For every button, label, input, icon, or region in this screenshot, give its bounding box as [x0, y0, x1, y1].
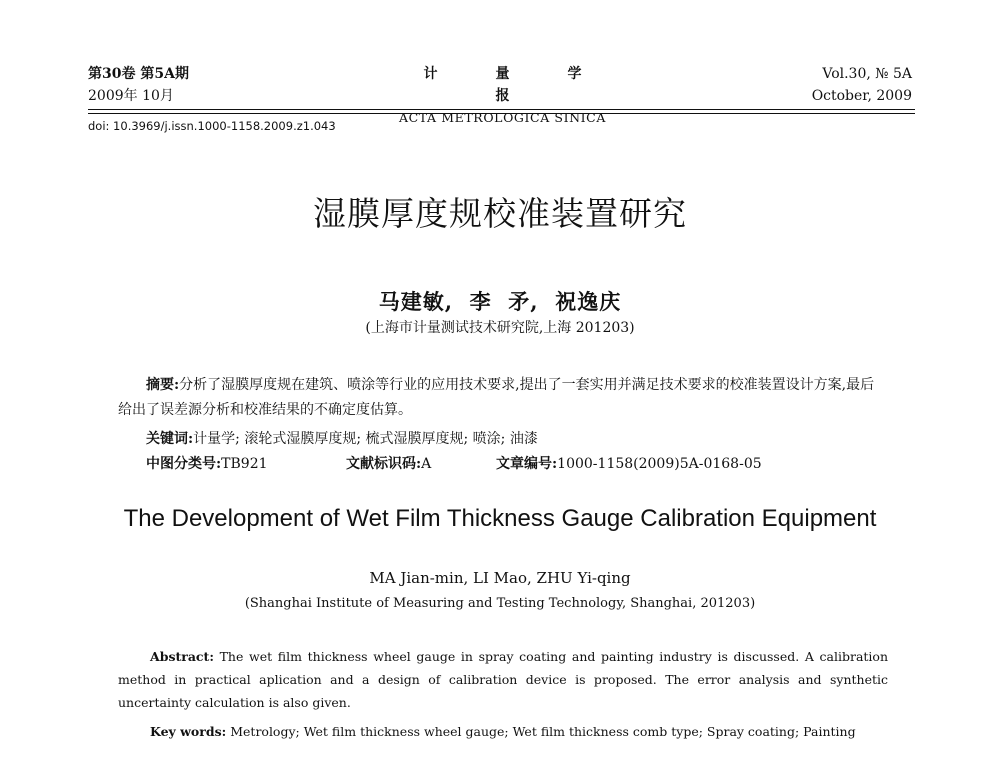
abstract-cn: [118, 373, 888, 423]
affiliation-cn: (上海市计量测试技术研究院,上海 201203): [365, 320, 635, 336]
journal-name-cn: 计量学报: [423, 66, 640, 104]
keywords-cn-label: 关键词:: [146, 431, 194, 447]
keywords-en-label: Key words:: [150, 724, 227, 739]
doi: doi: 10.3969/j.issn.1000-1158.2009.z1.043: [88, 119, 336, 133]
abstract-en: [118, 645, 888, 714]
clc-value: TB921: [221, 456, 268, 472]
header-volume-en: [812, 63, 912, 107]
clc-label: 中图分类号:: [146, 456, 222, 472]
keywords-en: [150, 724, 856, 739]
authors-cn: 马建敏, 李 矛, 祝逸庆: [378, 289, 622, 314]
abstract-cn-text: 分析了湿膜厚度规在建筑、喷涂等行业的应用技术要求,提出了一套实用并满足技术要求的校准装置设计方案,最后给出了误差源分析和校准结果的不确定度估算。: [118, 377, 875, 418]
header-rule-top: [88, 109, 915, 110]
article-no-label: 文章编号:: [496, 456, 558, 472]
abstract-en-label: Abstract:: [150, 649, 214, 664]
header-volume-cn: [88, 63, 189, 107]
doc-code-value: A: [421, 456, 432, 472]
article-no-value: 1000-1158(2009)5A-0168-05: [557, 456, 762, 472]
classification-line: [146, 453, 846, 473]
volume-issue-cn: 第30卷 第5A期: [88, 66, 189, 82]
page-title-en: The Development of Wet Film Thickness Gauge Calibration Equipment: [123, 505, 877, 532]
date-cn: 2009年 10月: [88, 88, 174, 104]
page-title-cn: 湿膜厚度规校准装置研究: [313, 194, 687, 233]
journal-name: [395, 63, 640, 129]
keywords-en-text: Metrology; Wet film thickness wheel gauge; Wet film thickness comb type; Spray coating; Painting: [230, 724, 856, 739]
authors-en: MA Jian-min, LI Mao, ZHU Yi-qing: [369, 569, 631, 587]
doc-code-label: 文献标识码:: [346, 456, 422, 472]
volume-issue-en: Vol.30, № 5A: [822, 66, 912, 82]
header-rule-bottom: [88, 113, 915, 114]
abstract-cn-label: 摘要:: [146, 377, 180, 393]
keywords-cn: [146, 428, 538, 448]
affiliation-en: (Shanghai Institute of Measuring and Testing Technology, Shanghai, 201203): [244, 596, 756, 611]
date-en: October, 2009: [811, 88, 912, 104]
keywords-cn-text: 计量学; 滚轮式湿膜厚度规; 梳式湿膜厚度规; 喷涂; 油漆: [193, 431, 538, 447]
journal-name-en: ACTA METROLOGICA SINICA: [399, 110, 606, 125]
abstract-en-text: The wet film thickness wheel gauge in spray coating and painting industry is discussed. A calibration method in practical aplication and a design of calibration device is proposed. The error analysis and synthetic uncertainty calculation is also given.: [118, 649, 888, 710]
